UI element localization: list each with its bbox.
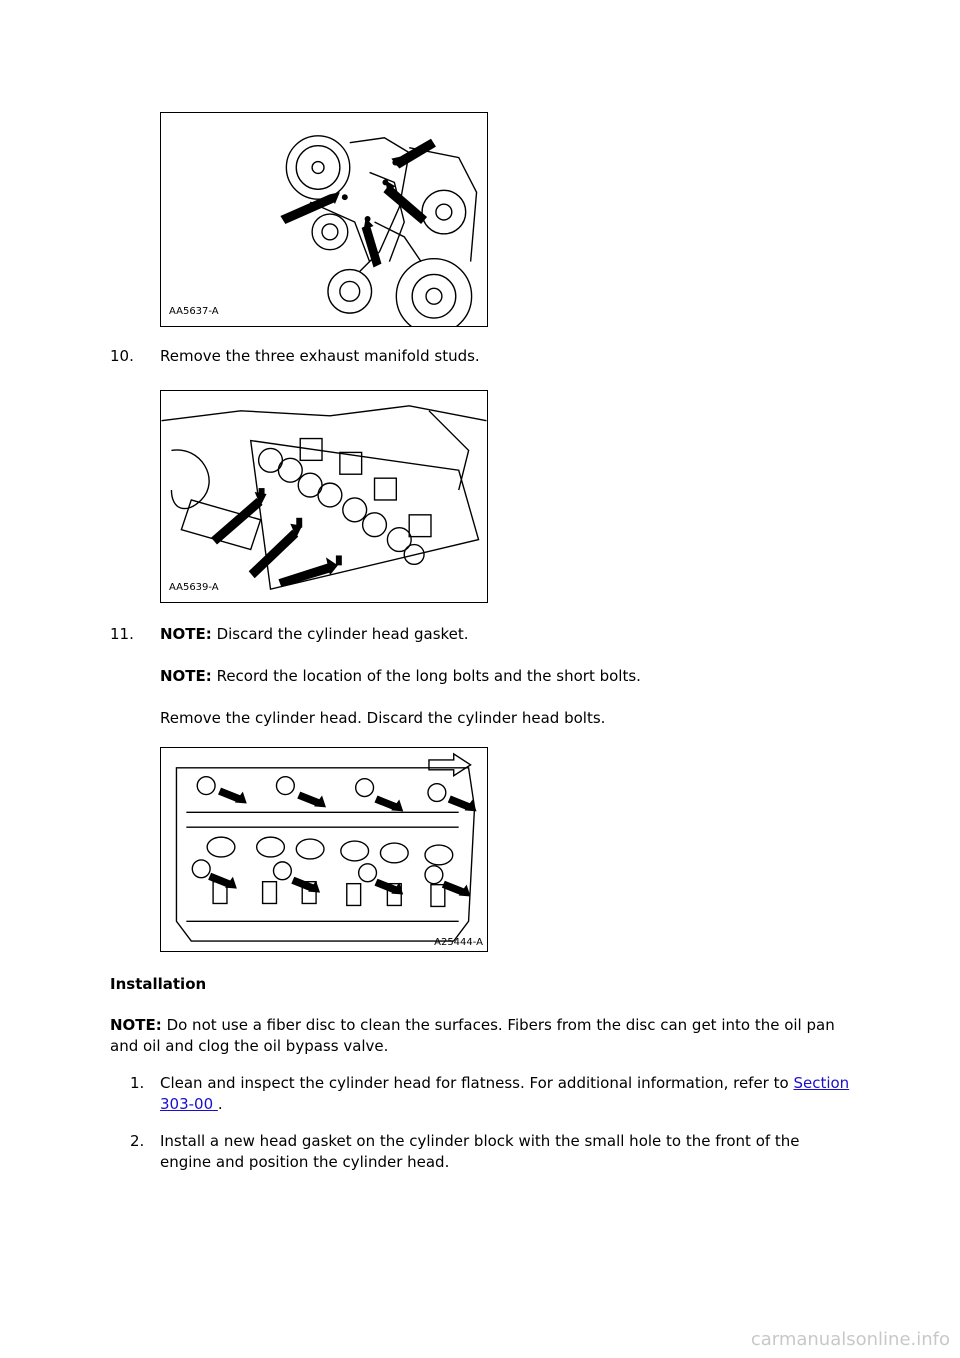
note-record-bolts: NOTE: Record the location of the long bolts and the short bolts. bbox=[160, 667, 641, 685]
figure-cylinder-head-bolts bbox=[160, 747, 488, 952]
step-11 bbox=[110, 624, 850, 727]
watermark: carmanualsonline.info bbox=[750, 1329, 950, 1350]
figure-code: A25444-A bbox=[434, 937, 483, 948]
figure-exhaust-studs bbox=[160, 390, 488, 603]
step-text: Clean and inspect the cylinder head for flatness. For additional information, refer to Section 303-00 . bbox=[160, 1074, 850, 1113]
section-heading-installation: Installation bbox=[110, 975, 207, 993]
step-body bbox=[160, 624, 850, 729]
installation-note: NOTE: Do not use a fiber disc to clean the surfaces. Fibers from the disc can get into the oil pan and oil and clog the oil bypass valve. bbox=[110, 1016, 835, 1055]
front-direction-arrow-icon bbox=[429, 754, 471, 776]
step-text: Install a new head gasket on the cylinder block with the small hole to the front of the engine and position the cylinder head. bbox=[160, 1132, 800, 1171]
cylinder-head-bolts-illustration bbox=[161, 748, 487, 951]
step-number: 11. bbox=[110, 625, 134, 643]
note-discard-gasket: NOTE: Discard the cylinder head gasket. bbox=[160, 625, 469, 643]
section-303-00-link[interactable]: Section 303-00 bbox=[160, 1074, 850, 1113]
figure-code: AA5639-A bbox=[169, 582, 219, 593]
step-number: 10. bbox=[110, 347, 134, 365]
step-number: 2. bbox=[130, 1132, 145, 1150]
figure-code: AA5637-A bbox=[169, 306, 219, 317]
step-number: 1. bbox=[130, 1074, 145, 1092]
step-text: Remove the three exhaust manifold studs. bbox=[160, 347, 480, 365]
step-text: Remove the cylinder head. Discard the cylinder head bolts. bbox=[160, 709, 606, 727]
cylinder-head-valves-illustration bbox=[161, 391, 487, 602]
figure-front-cover-bolts bbox=[160, 112, 488, 327]
engine-front-illustration bbox=[161, 113, 487, 326]
